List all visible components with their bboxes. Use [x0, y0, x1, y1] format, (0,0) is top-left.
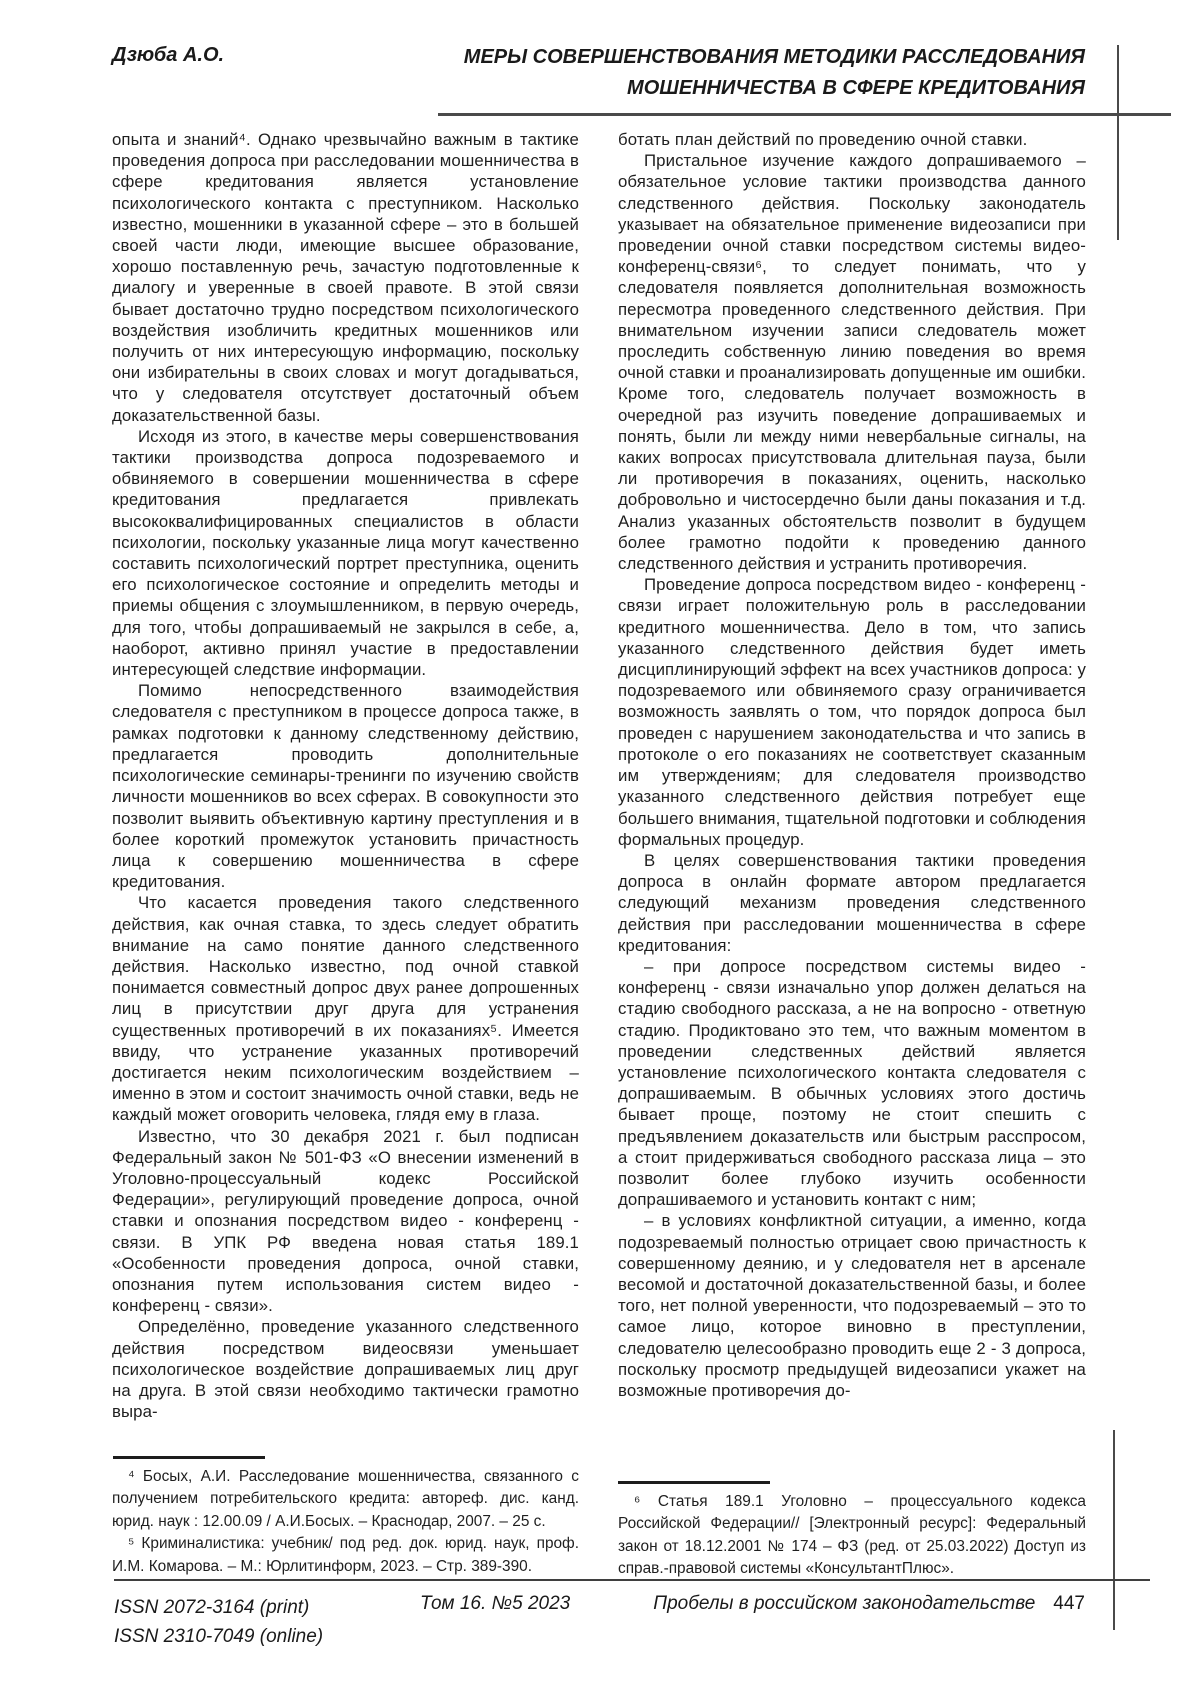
footnotes-right — [618, 1491, 1086, 1587]
footnote-separator-left — [113, 1456, 265, 1459]
body-column-left — [112, 129, 579, 1452]
body-column-right — [618, 129, 1086, 1478]
footnote-separator-right — [618, 1481, 770, 1484]
paragraph: Пристальное изучение каждого допрашиваемого – обязательное условие тактики производства данного следственного действия. Поскольку законодатель указывает на обязательное применение видеозаписи при проведении очной ставки посредством системы видео-конференц-связи⁶, то следует понимать, что у следователя появляется дополнительная возможность пересмотра проведенного следственного действия. При внимательном изучении записи следователь может проследить собственную линию поведения во время очной ставки и проанализировать допущенные им ошибки. Кроме того, следователь получает возможность в очередной раз изучить поведение допрашиваемых и понять, были ли между ними невербальные сигналы, на каких вопросах присутствовала длительная пауза, были ли противоречия в показаниях, оценить, насколько добровольно и чистосердечно были даны показания и т.д. Анализ указанных обстоятельств позволит в будущем более грамотно подойти к проведению данного следственного действия и устранить противоречия. — [618, 151, 1086, 574]
footer-divider — [114, 1579, 1150, 1581]
footer-issn-print: ISSN 2072-3164 (print) — [114, 1597, 310, 1618]
margin-vertical-rule-bottom — [1113, 1430, 1115, 1630]
paragraph: Что касается проведения такого следственного действия, как очная ставка, то здесь следует обратить внимание на само понятие данного следственного действия. Насколько известно, под очной ставкой понимается совместный допрос двух ранее допрошенных лиц в присутствии друг друга для устранения существенных противоречий в их показаниях⁵. Имеется ввиду, что устранение указанных противоречий достигается неким психологическим воздействием – именно в этом и состоит значимость очной ставки, ведь не каждый может оговорить человека, глядя ему в глаза. — [112, 893, 579, 1125]
paragraph: Помимо непосредственного взаимодействия следователя с преступником в процессе допроса также, в рамках подготовки к данному следственному действию, предлагается проводить дополнительные психологические семинары-тренинги по изучению свойств личности мошенников во всех сферах. В совокупности это позволит выявить объективную картину преступления и в более короткий промежуток установить причастность лица к совершению мошенничества в сфере кредитования. — [112, 681, 579, 892]
running-head-title-line2: МОШЕННИЧЕСТВА В СФЕРЕ КРЕДИТОВАНИЯ — [627, 77, 1085, 99]
margin-vertical-rule-top — [1117, 45, 1119, 240]
paragraph: ботать план действий по проведению очной ставки. — [618, 130, 1028, 149]
footer-issn-online: ISSN 2310-7049 (online) — [114, 1626, 324, 1647]
running-head-title — [380, 42, 1085, 104]
paragraph: Известно, что 30 декабря 2021 г. был подписан Федеральный закон № 501-ФЗ «О внесении изменений в Уголовно-процессуальный кодекс Российской Федерации», регулирующий проведение допроса, очной ставки и опознания посредством видео - конференц - связи. В УПК РФ введена новая статья 189.1 «Особенности проведения допроса, очной ставки, опознания путем использования систем видео - конференц - связи». — [112, 1126, 579, 1316]
footer-issn — [114, 1593, 323, 1651]
footnote: ⁴ Босых, А.И. Расследование мошенничества, связанного с получением потребительского кредита: автореф. дис. канд. юрид. наук : 12.00.09 / А.И.Босых. – Краснодар, 2007. – 25 с. — [112, 1468, 579, 1530]
running-head-author: Дзюба А.О. — [112, 44, 225, 66]
paragraph: – в условиях конфликтной ситуации, а именно, когда подозреваемый полностью отрицает свою причастность к совершенному деянию, и у следователя нет в арсенале весомой и достаточной доказательственной базы, и более того, нет полной уверенности, что подозреваемый – это то самое лицо, которое виновно в преступлении, следователю целесообразно проводить еще 2 - 3 допроса, поскольку просмотр предыдущей видеозаписи укажет на возможные противоречия до- — [618, 1211, 1086, 1400]
footer-journal-title: Пробелы в российском законодательстве — [653, 1593, 1036, 1614]
paragraph: Определённо, проведение указанного следственного действия посредством видеосвязи уменьшает психологическое воздействие допрашиваемых лиц друг на друга. В этой связи необходимо тактически грамотно выра- — [112, 1317, 579, 1422]
footer-journal — [560, 1593, 1085, 1615]
paragraph: Исходя из этого, в качестве меры совершенствования тактики производства допроса подозреваемого и обвиняемого в совершении мошенничества в сфере кредитования предлагается привлекать высококвалифицированных специалистов в области психологии, поскольку указанные лица могут качественно составить психологический портрет преступника, оценить его психологическое состояние и определить методы и приемы общения с злоумышленником, в первую очередь, для того, чтобы допрашиваемый не закрылся в себе, а, наоборот, активно принял участие в предоставлении интересующей следствие информации. — [112, 426, 579, 680]
header-divider — [438, 113, 1171, 116]
footnotes-left — [112, 1466, 579, 1576]
paragraph: Проведение допроса посредством видео - конференц - связи играет положительную роль в расследовании кредитного мошенничества. Дело в том, что запись указанного следственного действия будет иметь дисциплинирующий эффект на всех участников допроса: у подозреваемого или обвиняемого сразу ограничивается возможность заявлять о том, что порядок допроса был проведен с нарушением законодательства и что запись в протоколе о его показаниях не соответствует сказанным им утверждениям; для следователя производство указанного следственного действия потребует еще большего внимания, тщательной подготовки и соблюдения формальных процедур. — [618, 575, 1086, 849]
paragraph: опыта и знаний⁴. Однако чрезвычайно важным в тактике проведения допроса при расследовании мошенничества в сфере кредитования является установление психологического контакта с преступником. Насколько известно, мошенники в указанной сфере – это в большей своей части люди, имеющие высшее образование, хорошо поставленную речь, зачастую подготовленные к диалогу и уверенные в своей правоте. В этой связи бывает достаточно трудно посредством психологического воздействия изобличить кредитных мошенников или получить от них интересующую информацию, поскольку они избирательны в своих словах и могут догадываться, что у следователя отсутствует достаточный объем доказательственной базы. — [112, 130, 579, 425]
footnote: ⁶ Статья 189.1 Уголовно – процессуального кодекса Российской Федерации// [Электронный ресурс]: Федеральный закон от 18.12.2001 № 174 – ФЗ (ред. от 25.03.2022) Доступ из справ.-правовой системы «КонсультантПлюс». — [618, 1493, 1086, 1578]
footnote: ⁵ Криминалистика: учебник/ под ред. док. юрид. наук, проф. И.М. Комарова. – М.: Юрлитинформ, 2023. – Стр. 389-390. — [112, 1535, 579, 1575]
footer-volume: Том 16. №5 2023 — [420, 1593, 571, 1614]
running-head-title-line1: МЕРЫ СОВЕРШЕНСТВОВАНИЯ МЕТОДИКИ РАССЛЕДОВАНИЯ — [463, 46, 1085, 68]
paragraph: – при допросе посредством системы видео - конференц - связи изначально упор должен делаться на стадию свободного рассказа, а не на вопросно - ответную стадию. Продиктовано это тем, что важным моментом в проведении следственных действий является установление психологического контакта следователя с допрашиваемым. В обычных условиях этого достичь бывает проще, поэтому не стоит спешить с предъявлением доказательств или быстрым расспросом, а стоит придерживаться свободного рассказа лица – это позволит более глубоко изучить особенности допрашиваемого и установить контакт с ним; — [618, 956, 1086, 1210]
footer-page-number: 447 — [1053, 1593, 1085, 1614]
paragraph: В целях совершенствования тактики проведения допроса в онлайн формате автором предлагается следующий механизм проведения следственного действия при расследовании мошенничества в сфере кредитования: — [618, 850, 1086, 955]
